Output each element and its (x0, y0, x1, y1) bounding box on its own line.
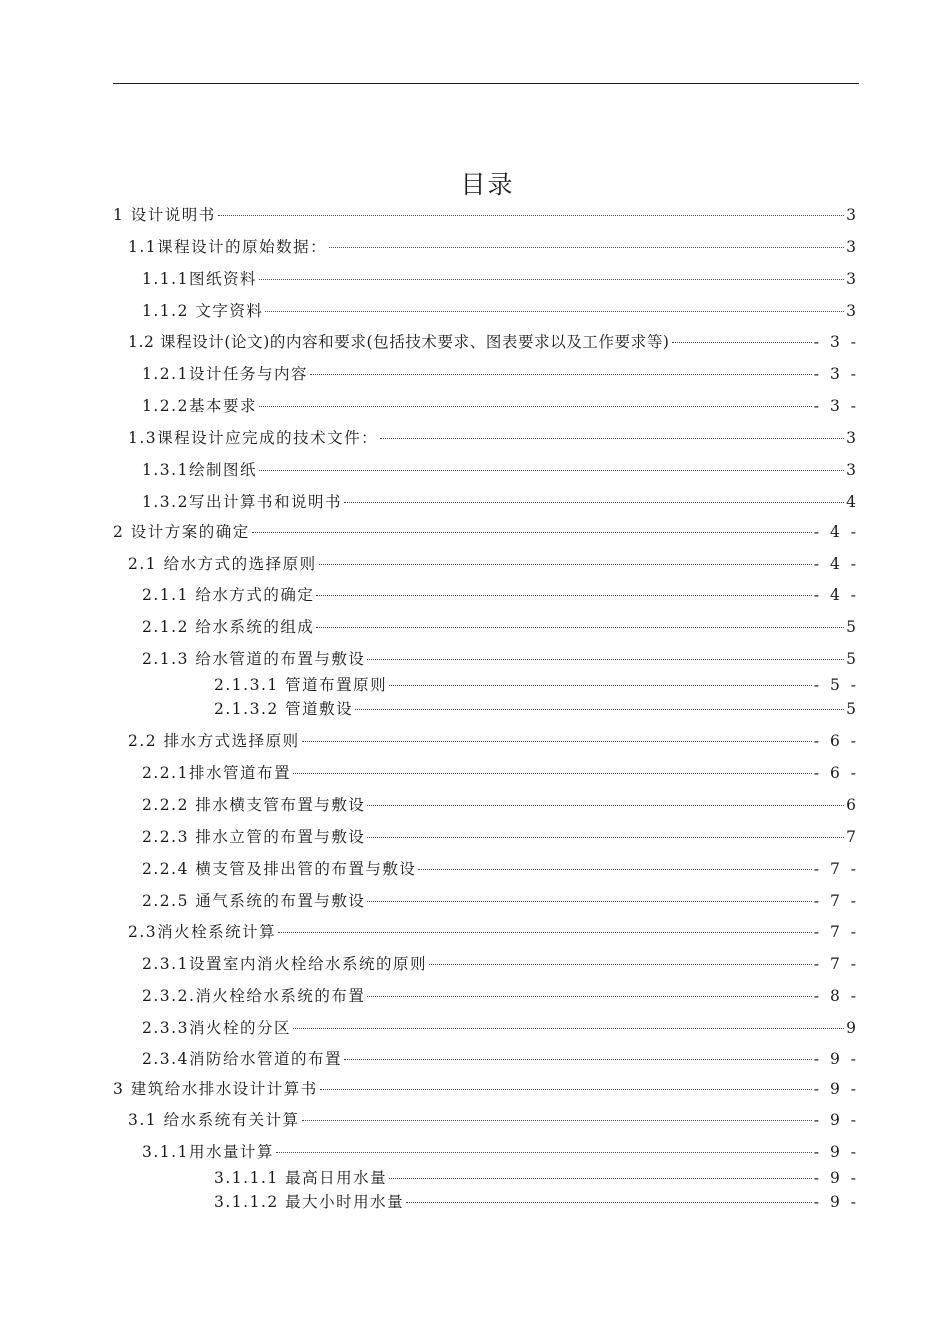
toc-entry-label: 1.2.1设计任务与内容 (142, 365, 308, 383)
toc-entry-label: 3 建筑给水排水设计计算书 (113, 1080, 318, 1098)
toc-entry-label: 2.3.1设置室内消火栓给水系统的原则 (142, 955, 427, 973)
toc-entry-page: - 7 - (813, 923, 859, 941)
toc-entry-page: - 4 - (813, 555, 859, 573)
toc-entry-label: 3.1.1.1 最高日用水量 (214, 1169, 388, 1187)
toc-entry-page: 6 (846, 796, 859, 814)
toc-entry-label: 1 设计说明书 (113, 206, 216, 224)
toc-entry-page: 5 (846, 700, 859, 718)
toc-entry[interactable] (128, 552, 859, 576)
toc-entry-label: 1.2.2基本要求 (142, 397, 257, 415)
toc-entry[interactable] (142, 1140, 859, 1164)
toc-entry-label: 3.1 给水系统有关计算 (128, 1111, 300, 1129)
toc-entry[interactable] (113, 1077, 859, 1101)
toc-entry[interactable] (128, 920, 859, 944)
toc-leader (389, 670, 812, 687)
toc-leader (310, 359, 812, 376)
toc-leader (302, 1105, 812, 1122)
toc-entry-label: 2 设计方案的确定 (113, 523, 250, 541)
toc-entry[interactable] (128, 1108, 859, 1132)
toc-entry-page: 3 (846, 206, 859, 224)
toc-entry[interactable] (214, 1190, 859, 1214)
toc-entry-page: - 6 - (813, 732, 859, 750)
toc-leader (316, 612, 844, 629)
toc-leader (355, 694, 844, 711)
toc-leader (406, 1187, 812, 1204)
toc-entry[interactable] (142, 1016, 859, 1040)
toc-entry-page: - 9 - (813, 1080, 859, 1098)
toc-entry-page: - 7 - (813, 955, 859, 973)
toc-entry-page: 3 (846, 302, 859, 320)
toc-entry-page: - 3 - (813, 397, 859, 415)
toc-entry[interactable] (142, 362, 859, 386)
toc-entry-page: - 7 - (813, 860, 859, 878)
toc-entry-label: 2.1 给水方式的选择原则 (128, 555, 317, 573)
toc-entry-label: 2.2.4 横支管及排出管的布置与敷设 (142, 860, 417, 878)
toc-entry-page: 3 (846, 238, 859, 256)
toc-entry-label: 2.2 排水方式选择原则 (128, 732, 300, 750)
toc-entry-label: 2.1.1 给水方式的确定 (142, 586, 315, 604)
toc-entry[interactable] (128, 729, 859, 753)
toc-entry[interactable] (142, 583, 859, 607)
toc-leader (367, 790, 844, 807)
toc-entry-page: - 9 - (813, 1169, 859, 1187)
toc-entry-label: 1.1.2 文字资料 (142, 302, 264, 320)
toc-entry[interactable] (142, 267, 859, 291)
toc-entry-page: - 4 - (813, 523, 859, 541)
toc-entry-label: 1.2 课程设计(论文)的内容和要求(包括技术要求、图表要求以及工作要求等) (128, 333, 670, 351)
toc-entry-page: - 8 - (813, 987, 859, 1005)
toc-entry-label: 2.3消火栓系统计算 (128, 923, 277, 941)
toc-leader (418, 854, 811, 871)
toc-entry-page: 4 (846, 493, 859, 511)
toc-leader (672, 327, 812, 344)
toc-leader (329, 232, 844, 249)
toc-entry-page: 3 (846, 429, 859, 447)
toc-leader (293, 758, 812, 775)
toc-entry-label: 2.2.3 排水立管的布置与敷设 (142, 828, 366, 846)
toc-entry-page: 5 (846, 618, 859, 636)
toc-leader (259, 264, 844, 281)
toc-entry-label: 1.1.1图纸资料 (142, 270, 257, 288)
toc-entry[interactable] (142, 984, 859, 1008)
toc-leader (380, 423, 844, 440)
toc-entry-label: 3.1.1用水量计算 (142, 1143, 274, 1161)
toc-entry-page: 9 (846, 1019, 859, 1037)
toc-leader (316, 580, 811, 597)
toc-entry-label: 2.2.1排水管道布置 (142, 764, 291, 782)
toc-entry-label: 2.2.2 排水横支管布置与敷设 (142, 796, 366, 814)
toc-entry[interactable] (142, 761, 859, 785)
toc-entry[interactable] (128, 426, 859, 450)
toc-entry[interactable] (128, 235, 859, 259)
toc-entry-label: 3.1.1.2 最大小时用水量 (214, 1193, 405, 1211)
toc-entry-page: - 9 - (813, 1193, 859, 1211)
toc-leader (302, 726, 812, 743)
toc-entry-label: 1.3.1绘制图纸 (142, 461, 257, 479)
toc-entry[interactable] (142, 825, 859, 849)
toc-leader (252, 517, 812, 534)
toc-entry[interactable] (142, 1047, 859, 1071)
toc-entry-label: 2.3.3消火栓的分区 (142, 1019, 291, 1037)
toc-entry[interactable] (142, 299, 859, 323)
toc-entry-page: 5 (846, 650, 859, 668)
toc-entry-label: 2.1.3.2 管道敷设 (214, 700, 354, 718)
toc-leader (389, 1163, 812, 1180)
page-title: 目录 (460, 170, 515, 199)
toc-entry[interactable] (113, 520, 859, 544)
toc-entry[interactable] (113, 203, 859, 227)
toc-entry-label: 2.2.5 通气系统的布置与敷设 (142, 892, 366, 910)
toc-entry-label: 2.1.3.1 管道布置原则 (214, 676, 388, 694)
toc-leader (429, 949, 812, 966)
toc-entry-label: 2.3.2.消火栓给水系统的布置 (142, 987, 366, 1005)
toc-entry-page: 3 (846, 270, 859, 288)
toc-leader (367, 822, 844, 839)
toc-entry-page: - 3 - (813, 333, 859, 351)
toc-leader (293, 1013, 844, 1030)
toc-leader (276, 1137, 812, 1154)
toc-entry[interactable] (142, 394, 859, 418)
toc-entry[interactable] (142, 615, 859, 639)
toc-leader (344, 487, 844, 504)
toc-leader (265, 296, 844, 313)
toc-entry-page: - 9 - (813, 1143, 859, 1161)
toc-entry-label: 1.3课程设计应完成的技术文件： (128, 429, 379, 447)
toc-entry-page: - 7 - (813, 892, 859, 910)
toc-entry[interactable] (142, 793, 859, 817)
toc-entry-label: 1.1课程设计的原始数据： (128, 238, 328, 256)
toc-leader (259, 455, 844, 472)
toc-leader (278, 917, 812, 934)
toc-entry-page: 7 (846, 828, 859, 846)
toc-entry-page: - 5 - (813, 676, 859, 694)
toc-entry[interactable] (142, 857, 859, 881)
toc-leader (319, 549, 812, 566)
toc-entry[interactable] (142, 490, 859, 514)
toc-leader (367, 981, 811, 998)
toc-entry[interactable] (142, 952, 859, 976)
toc-entry-label: 2.3.4消防给水管道的布置 (142, 1050, 342, 1068)
toc-entry[interactable] (142, 647, 859, 671)
toc-leader (259, 391, 812, 408)
toc-entry-label: 2.1.3 给水管道的布置与敷设 (142, 650, 366, 668)
toc-leader (367, 644, 844, 661)
toc-leader (367, 886, 811, 903)
toc-leader (320, 1074, 812, 1091)
toc-entry[interactable] (128, 330, 859, 354)
toc-entry[interactable] (142, 458, 859, 482)
toc-entry-page: - 6 - (813, 764, 859, 782)
toc-leader (344, 1044, 812, 1061)
toc-entry-page: - 4 - (813, 586, 859, 604)
toc-entry-label: 2.1.2 给水系统的组成 (142, 618, 315, 636)
toc-entry-page: - 3 - (813, 365, 859, 383)
toc-leader (218, 200, 844, 217)
toc-entry-label: 1.3.2写出计算书和说明书 (142, 493, 342, 511)
toc-entry[interactable] (214, 697, 859, 721)
toc-entry-page: 3 (846, 461, 859, 479)
toc-entry[interactable] (142, 889, 859, 913)
toc-entry-page: - 9 - (813, 1050, 859, 1068)
toc-entry-page: - 9 - (813, 1111, 859, 1129)
